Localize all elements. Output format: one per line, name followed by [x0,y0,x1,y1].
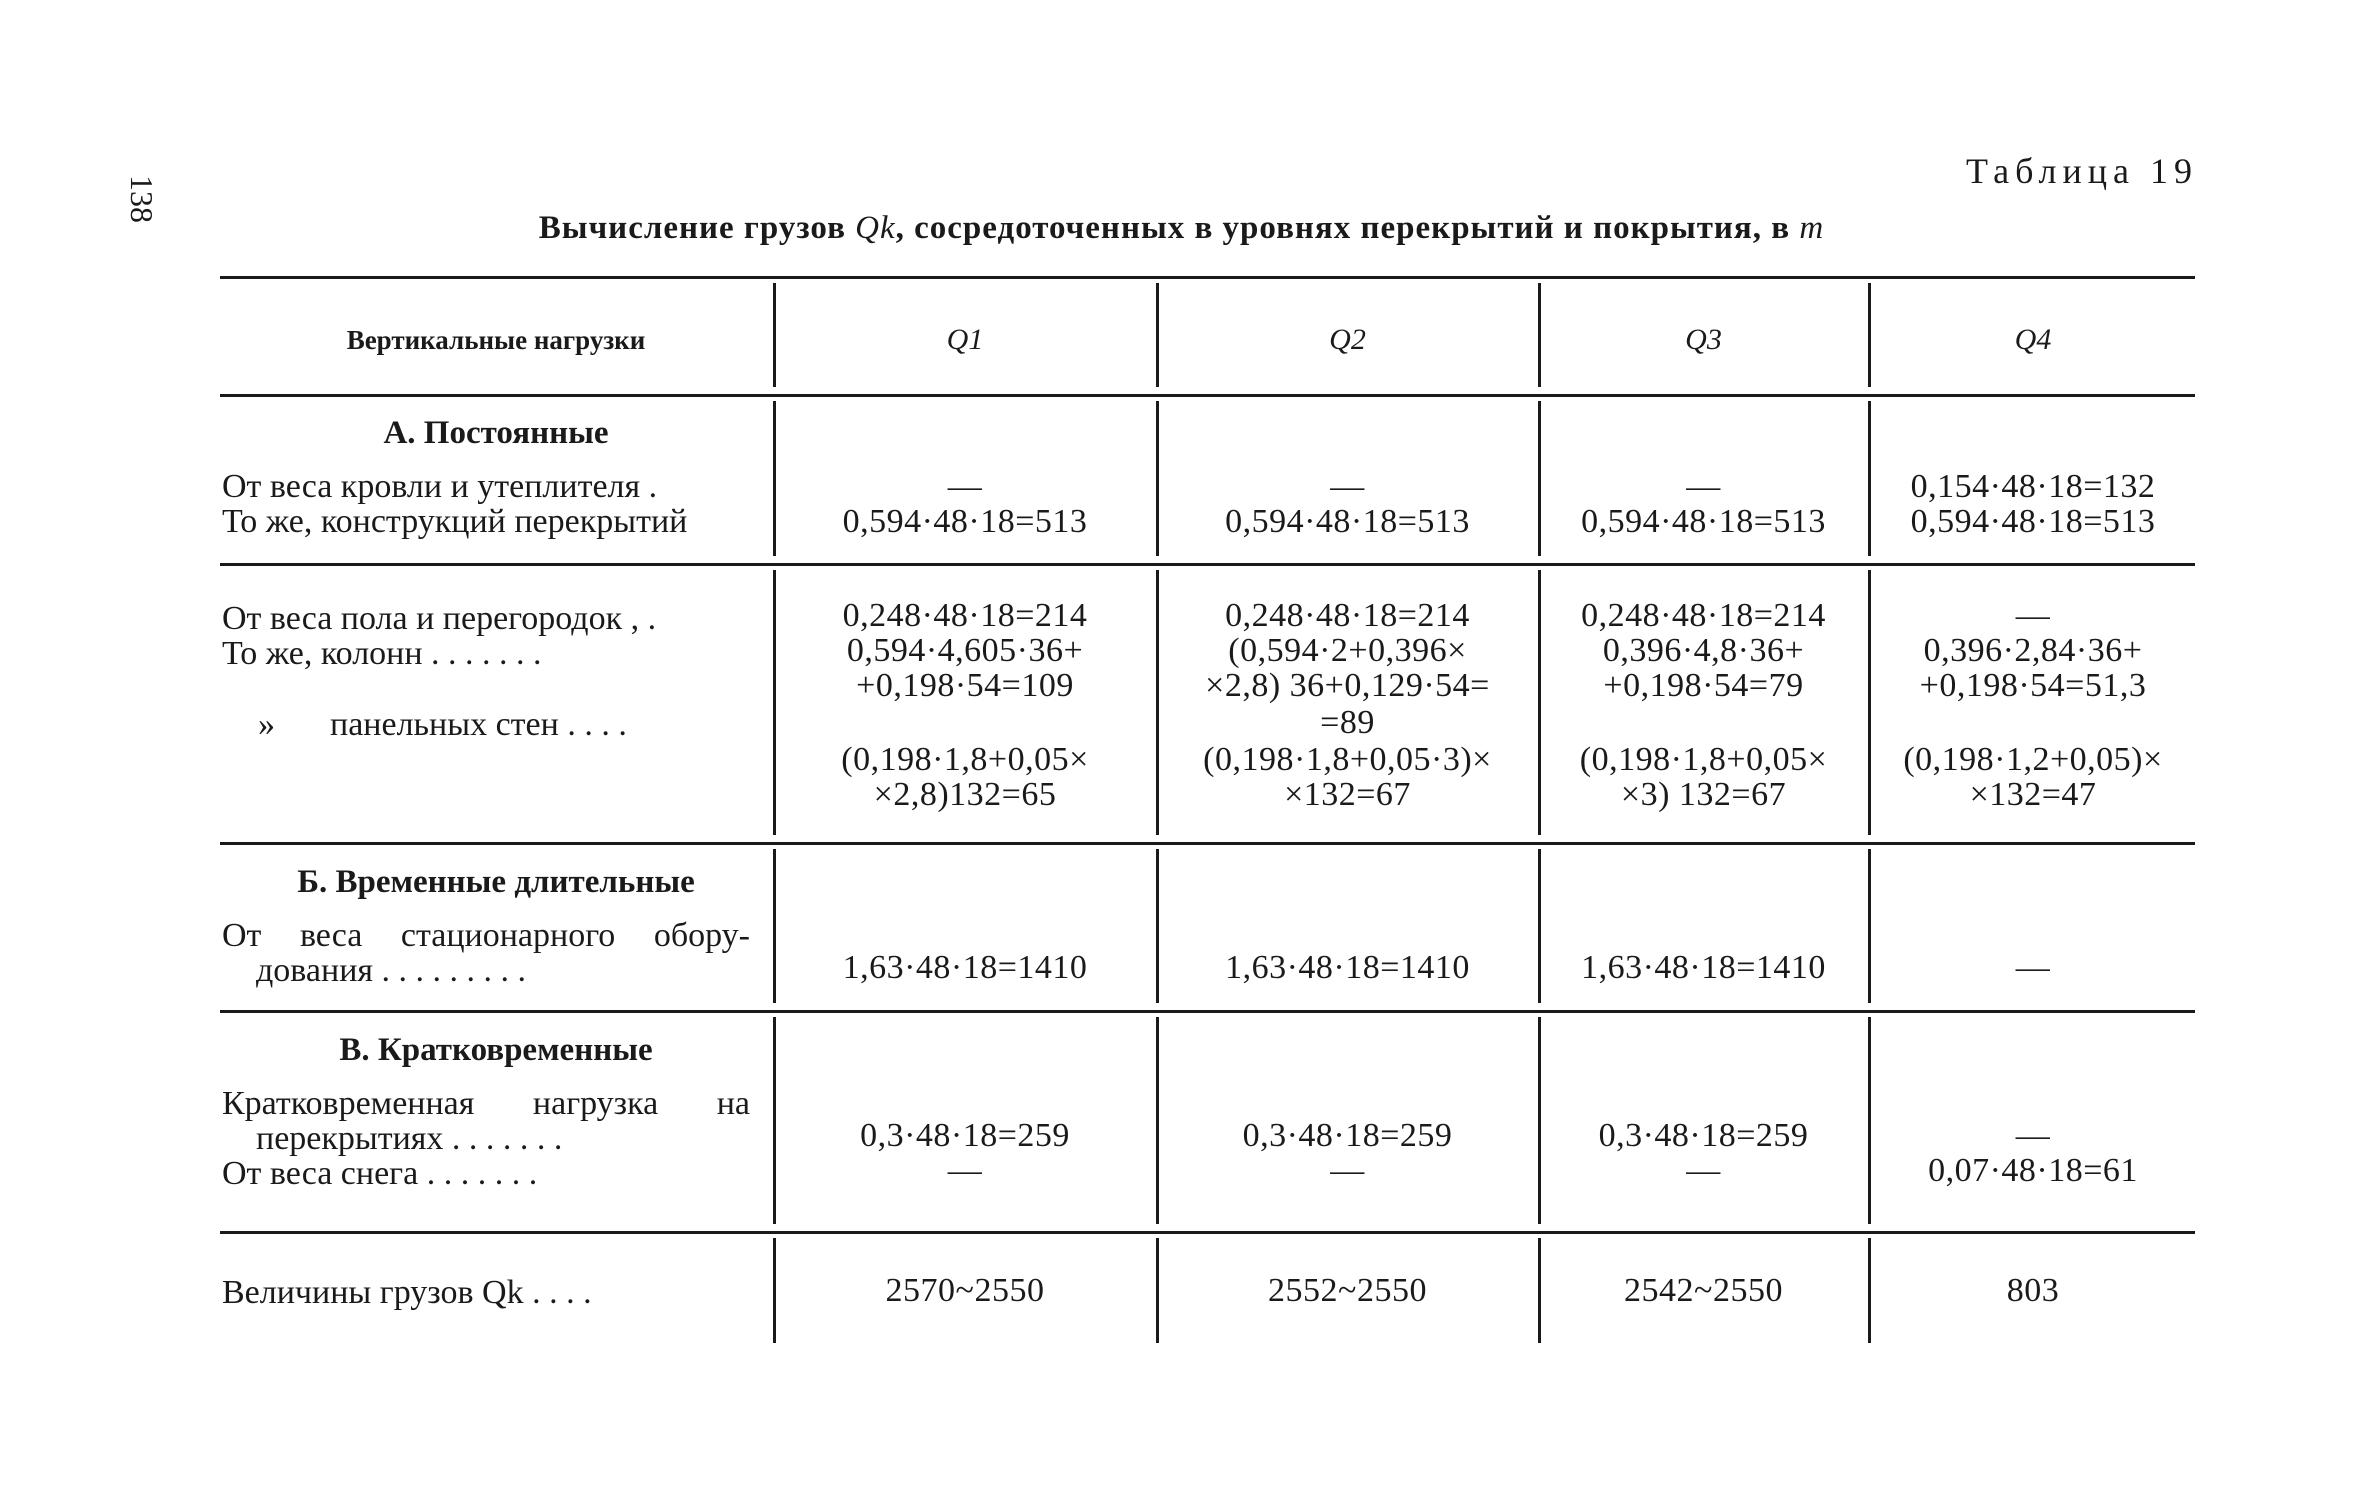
snow-q3: — [1686,1152,1721,1189]
rule-top [220,276,2195,279]
columns-q1-line1: 0,594·4,605·36+ [846,632,1084,669]
row-label-snow: От веса снега . . . . . . . [222,1155,538,1192]
short-load-q1: 0,3·48·18=259 [860,1117,1070,1154]
header-q1: Q1 [946,323,984,356]
columns-q4-line2: +0,198·54=51,3 [1919,667,2147,704]
columns-q2-line2: ×2,8) 36+0,129·54= [1205,667,1490,704]
table-caption [0,210,2363,247]
header-vertical-loads: Вертикальные нагрузки [346,325,646,355]
snow-q4: 0,07·48·18=61 [1928,1152,2138,1189]
floors-q3: 0,594·48·18=513 [1581,503,1826,540]
row-label-columns: То же, колонн . . . . . . . [222,635,542,672]
row-label-floors: То же, конструкций перекрытий [222,503,688,540]
panel-walls-q1-line1: (0,198·1,8+0,05× [841,741,1089,778]
columns-q3-line2: +0,198·54=79 [1603,667,1804,704]
floors-q1: 0,594·48·18=513 [842,503,1088,540]
rule-after-section-a2 [220,842,2195,845]
equipment-q2: 1,63·48·18=1410 [1225,949,1470,986]
panel-walls-q4-line1: (0,198·1,2+0,05)× [1903,741,2163,778]
columns-q2-line1: (0,594·2+0,396× [1228,632,1467,669]
roof-q4: 0,154·48·18=132 [1910,468,2156,505]
row-label-panel-walls: панельных стен . . . . [330,706,627,743]
caption-text-before: Вычисление грузов [538,210,856,246]
floor-partitions-q2: 0,248·48·18=214 [1225,597,1470,634]
roof-q3: — [1686,468,1721,505]
section-c-title: В. Кратковременные [339,1032,653,1068]
panel-walls-q3-line2: ×3) 132=67 [1620,776,1787,813]
roof-q1: — [947,468,983,505]
columns-q4-line1: 0,396·2,84·36+ [1923,632,2143,669]
row-label-short-load-line2: перекрытиях . . . . . . . [256,1120,563,1157]
total-q4: 803 [2006,1272,2060,1309]
panel-walls-q1-line2: ×2,8)132=65 [873,776,1057,813]
floors-q2: 0,594·48·18=513 [1225,503,1470,540]
short-load-q3: 0,3·48·18=259 [1598,1117,1809,1154]
header-q4: Q4 [2014,323,2052,356]
row-label-roof: От веса кровли и утеплителя . [222,468,658,505]
short-load-q2: 0,3·48·18=259 [1242,1117,1453,1154]
total-q3: 2542~2550 [1624,1272,1783,1309]
section-b-title: Б. Временные длительные [297,864,695,900]
snow-q2: — [1330,1152,1365,1189]
row-label-panel-walls-mark: » [258,706,275,743]
caption-unit: т [1799,210,1825,246]
columns-q1-line2: +0,198·54=109 [856,667,1074,704]
rule-header-bottom [220,394,2195,397]
caption-text-after: , сосредоточенных в уровнях перекрытий и покрытия, в [895,210,1800,246]
panel-walls-q3-line1: (0,198·1,8+0,05× [1579,741,1828,778]
row-label-short-load-line1: Кратковременная нагрузка на [222,1085,750,1122]
equipment-q3: 1,63·48·18=1410 [1581,949,1826,986]
row-label-equipment-line2: дования . . . . . . . . . [256,952,527,989]
panel-walls-q2-line2: ×132=67 [1284,776,1411,813]
columns-q3-line1: 0,396·4,8·36+ [1602,632,1805,669]
equipment-q1: 1,63·48·18=1410 [842,949,1088,986]
header-q3: Q3 [1685,323,1722,356]
snow-q1: — [947,1152,983,1189]
columns-q2-line3: =89 [1320,704,1375,741]
equipment-q4: — [2015,949,2051,986]
caption-symbol: Qk [855,210,896,246]
panel-walls-q4-line2: ×132=47 [1969,776,2097,813]
rule-after-section-a1 [220,563,2195,566]
row-label-equipment-line1: От веса стационарного обору- [222,917,750,954]
roof-q2: — [1330,468,1365,505]
total-q2: 2552~2550 [1268,1272,1427,1309]
floor-partitions-q3: 0,248·48·18=214 [1581,597,1826,634]
floor-partitions-q1: 0,248·48·18=214 [842,597,1088,634]
rule-after-section-b [220,1010,2195,1013]
header-q2: Q2 [1329,323,1366,356]
row-label-floor-partitions: От веса пола и перегородок , . [222,600,657,637]
page-number: 138 [124,175,160,223]
floors-q4: 0,594·48·18=513 [1910,503,2156,540]
panel-walls-q2-line1: (0,198·1,8+0,05·3)× [1203,741,1492,778]
row-label-total: Величины грузов Qk . . . . [222,1274,592,1311]
rule-before-total [220,1231,2195,1234]
short-load-q4: — [2015,1117,2051,1154]
table-label: Таблица 19 [1966,151,2198,191]
total-q1: 2570~2550 [885,1272,1045,1309]
floor-partitions-q4: — [2015,597,2051,634]
section-a-title: А. Постоянные [383,415,609,451]
